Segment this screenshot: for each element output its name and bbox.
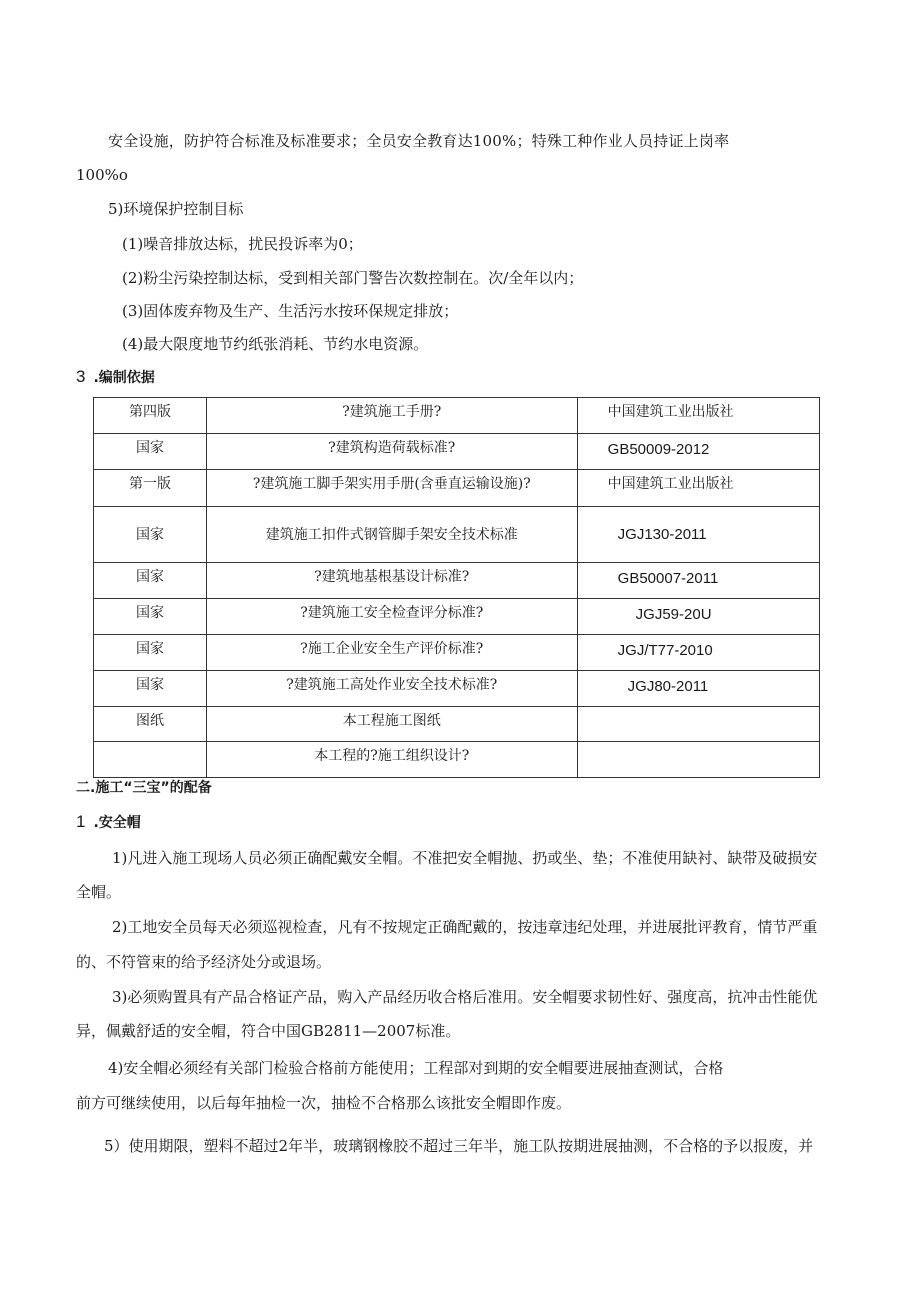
table-cell-edition: 国家 xyxy=(94,434,207,470)
env-item-1: (1)噪音排放达标，扰民投诉率为0； xyxy=(122,235,363,253)
table-row xyxy=(94,599,820,635)
paragraph-4-line-2: 前方可继续使用，以后每年抽检一次，抽检不合格那么该批安全帽即作废。 xyxy=(76,1094,572,1112)
subsection-1-heading xyxy=(76,812,141,833)
paragraph-3-line-2: 异，佩戴舒适的安全帽，符合中国GB2811—2007标准。 xyxy=(76,1022,461,1040)
paragraph-4-line-1: 4)安全帽必须经有关部门检验合格前方能使用；工程部对到期的安全帽要进展抽查测试，合格 xyxy=(108,1059,724,1077)
table-cell-source: JGJ59-20U xyxy=(577,599,819,635)
table-row xyxy=(94,563,820,599)
section-3-heading xyxy=(76,367,155,388)
table-row xyxy=(94,707,820,742)
reference-table xyxy=(93,397,820,778)
table-cell-edition: 图纸 xyxy=(94,707,207,742)
table-cell-document: ?建筑施工手册? xyxy=(206,398,577,434)
env-item-2: (2)粉尘污染控制达标，受到相关部门警告次数控制在。次/全年以内； xyxy=(122,269,584,287)
table-cell-source: JGJ/T77-2010 xyxy=(577,635,819,671)
table-row xyxy=(94,742,820,778)
paragraph-1-line-2: 全帽。 xyxy=(76,883,122,901)
table-cell-edition: 国家 xyxy=(94,507,207,563)
table-cell-source: GB50007-2011 xyxy=(577,563,819,599)
section-3-number: 3 xyxy=(76,367,86,386)
env-item-3: (3)固体废弃物及生产、生活污水按环保规定排放； xyxy=(122,302,459,320)
table-cell-source xyxy=(577,742,819,778)
subsection-1-number: 1 xyxy=(76,812,86,831)
table-cell-document: 本工程施工图纸 xyxy=(206,707,577,742)
table-cell-document: ?建筑施工安全检查评分标准? xyxy=(206,599,577,635)
table-cell-edition: 国家 xyxy=(94,563,207,599)
table-cell-source: JGJ80-2011 xyxy=(577,671,819,707)
table-cell-source: JGJ130-2011 xyxy=(577,507,819,563)
env-target-title: 5)环境保护控制目标 xyxy=(108,200,244,218)
table-cell-source xyxy=(577,707,819,742)
section-2-heading: 二.施工“三宝”的配备 xyxy=(76,780,212,796)
table-cell-document: ?建筑施工高处作业安全技术标准? xyxy=(206,671,577,707)
table-cell-document: 本工程的?施工组织设计? xyxy=(206,742,577,778)
table-cell-edition: 第一版 xyxy=(94,470,207,507)
table-cell-document: ?建筑构造荷载标准? xyxy=(206,434,577,470)
table-cell-source: GB50009-2012 xyxy=(577,434,819,470)
table-cell-edition: 第四版 xyxy=(94,398,207,434)
table-cell-source: 中国建筑工业出版社 xyxy=(577,470,819,507)
table-cell-document: ?施工企业安全生产评价标准? xyxy=(206,635,577,671)
table-cell-edition: 国家 xyxy=(94,599,207,635)
table-cell-document: 建筑施工扣件式钢管脚手架安全技术标准 xyxy=(206,507,577,563)
table-cell-edition xyxy=(94,742,207,778)
table-row xyxy=(94,635,820,671)
paragraph-5-line-1: 5）使用期限，塑料不超过2年半，玻璃钢橡胶不超过三年半，施工队按期进展抽测，不合格的予以报废，并 xyxy=(104,1137,814,1155)
subsection-1-title: .安全帽 xyxy=(93,815,141,831)
intro-line-2: 100%o xyxy=(76,166,128,184)
table-row xyxy=(94,470,820,507)
section-3-title: .编制依据 xyxy=(93,370,155,386)
intro-line-1: 安全设施，防护符合标准及标准要求；全员安全教育达100%；特殊工种作业人员持证上岗率 xyxy=(108,132,730,150)
paragraph-1-line-1: 1)凡进入施工现场人员必须正确配戴安全帽。不准把安全帽抛、扔或坐、垫；不准使用缺衬、缺带及破损安 xyxy=(112,849,818,867)
paragraph-2-line-1: 2)工地安全员每天必须巡视检查，凡有不按规定正确配戴的，按违章违纪处理，并进展批评教育，情节严重 xyxy=(112,918,818,936)
table-cell-document: ?建筑施工脚手架实用手册(含垂直运输设施)? xyxy=(206,470,577,507)
table-row xyxy=(94,434,820,470)
paragraph-3-line-1: 3)必须购置具有产品合格证产品，购入产品经历收合格后准用。安全帽要求韧性好、强度高，抗冲击性能优 xyxy=(112,988,818,1006)
table-cell-source: 中国建筑工业出版社 xyxy=(577,398,819,434)
table-cell-edition: 国家 xyxy=(94,671,207,707)
table-row xyxy=(94,398,820,434)
table-cell-edition: 国家 xyxy=(94,635,207,671)
table-row xyxy=(94,507,820,563)
paragraph-2-line-2: 的、不符管束的给予经济处分或退场。 xyxy=(76,953,332,971)
table-cell-document: ?建筑地基根基设计标准? xyxy=(206,563,577,599)
table-row xyxy=(94,671,820,707)
env-item-4: (4)最大限度地节约纸张消耗、节约水电资源。 xyxy=(122,335,429,353)
